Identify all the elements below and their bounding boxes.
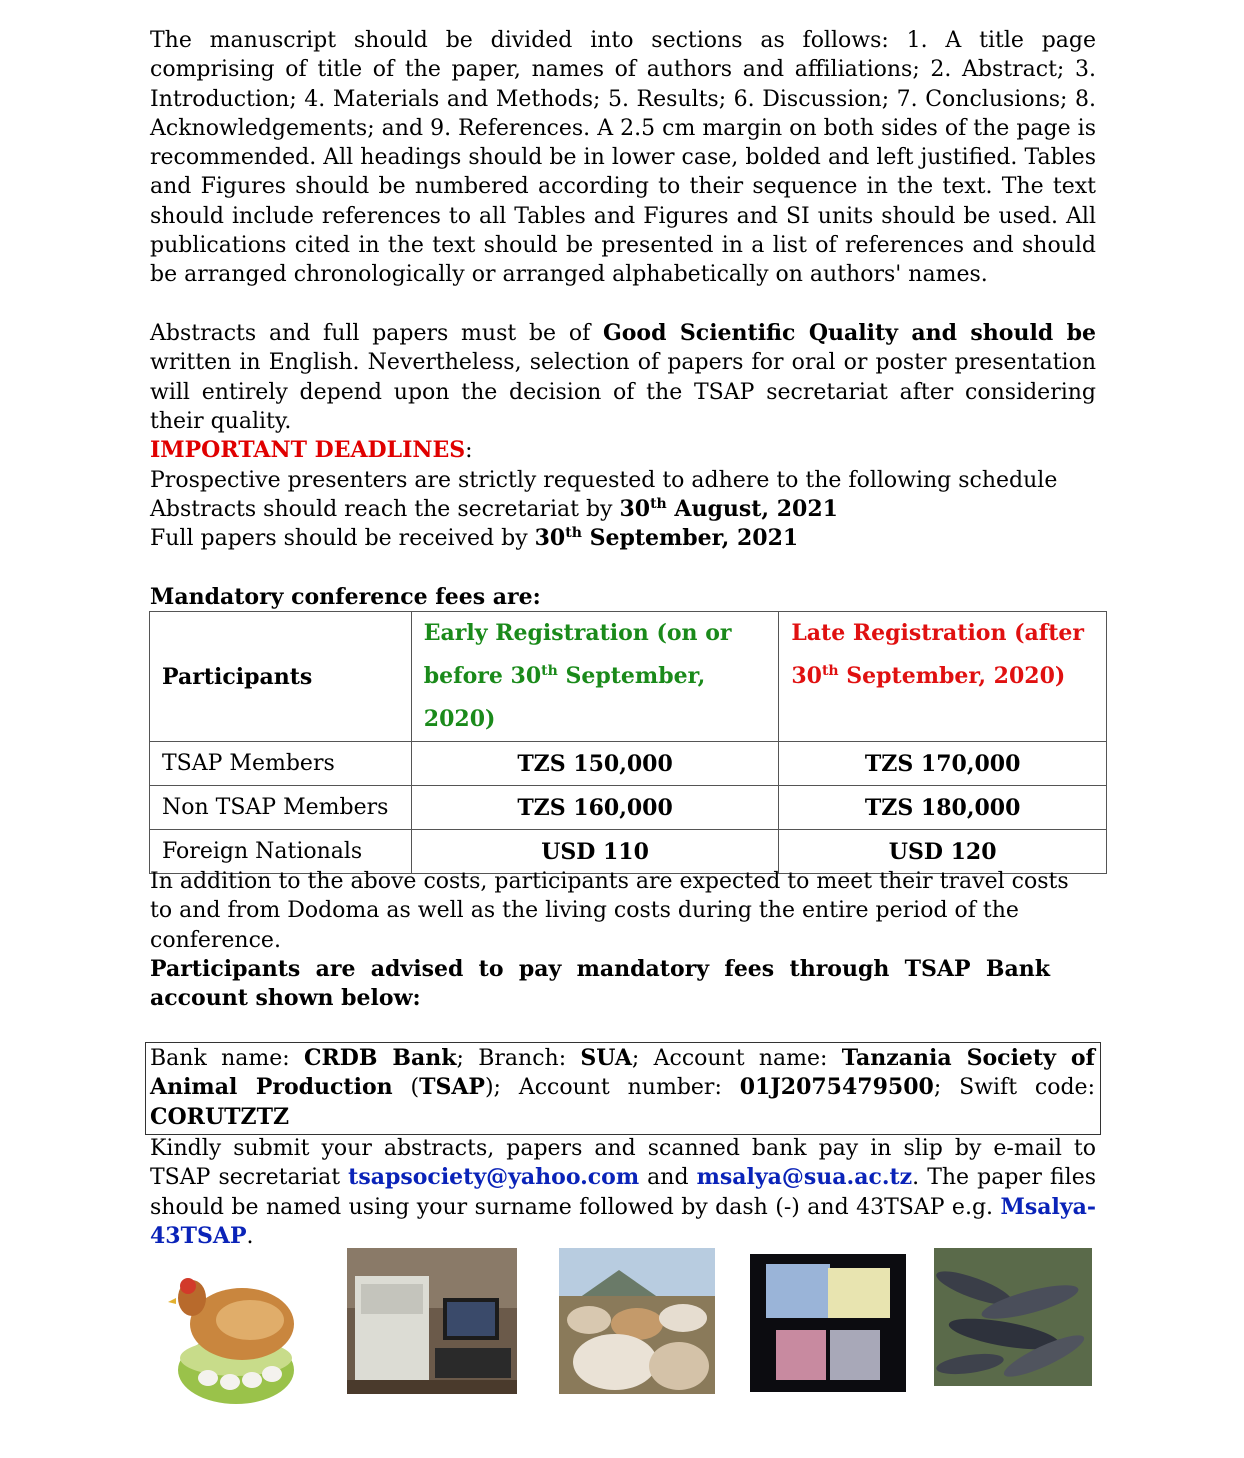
swift-code: CORUTZTZ xyxy=(150,1103,290,1130)
fees-heading: Mandatory conference fees are: xyxy=(150,584,541,610)
header-early-registration: Early Registration (on or before 30th September, 2020) xyxy=(411,612,779,742)
payment-advice: Participants are advised to pay mandatory fees through TSAP Bank account shown below: xyxy=(150,956,1050,1012)
participant-cell: Foreign Nationals xyxy=(150,830,412,874)
cattle-photo xyxy=(559,1248,715,1394)
costs-paragraph: In addition to the above costs, participants are expected to meet their travel costs to and from Dodoma as well as the living costs during the entire period of the conference. xyxy=(150,869,1069,953)
abstract-deadline: Abstracts should reach the secretariat by 30th August, 2021 xyxy=(150,496,838,522)
table-row xyxy=(150,786,1107,830)
bank-branch: SUA xyxy=(580,1045,632,1071)
early-fee-cell: TZS 160,000 xyxy=(411,786,779,830)
table-row xyxy=(150,742,1107,786)
paper-deadline: Full papers should be received by 30th September, 2021 xyxy=(150,525,799,551)
header-participants: Participants xyxy=(150,612,412,742)
deadlines-heading: IMPORTANT DEADLINES: xyxy=(150,437,473,463)
late-fee-cell: USD 120 xyxy=(779,830,1107,874)
submission-paragraph: Kindly submit your abstracts, papers and scanned bank pay in slip by e-mail to TSAP secretariat tsapsociety@yahoo.com and msalya@sua.ac.tz. The paper files should be named using your surname followed by dash (-) and 43TSAP e.g. Msalya-43TSAP. xyxy=(150,1136,1096,1249)
quality-text-b: written in English. Nevertheless, selection of papers for oral or poster presentation will entirely depend upon the decision of the TSAP secretariat after considering their quality. xyxy=(150,350,1096,434)
catfish-photo xyxy=(934,1248,1092,1386)
photo-strip xyxy=(150,1246,1096,1406)
early-fee-cell: TZS 150,000 xyxy=(411,742,779,786)
participant-cell: TSAP Members xyxy=(150,742,412,786)
late-fee-cell: TZS 180,000 xyxy=(779,786,1107,830)
early-fee-cell: USD 110 xyxy=(411,830,779,874)
manuscript-paragraph: The manuscript should be divided into sections as follows: 1. A title page comprising of title of the paper, names of authors and affiliations; 2. Abstract; 3. Introduction; 4. Materials and Methods; 5. Results; 6. Discussion; 7. Conclusions; 8. Acknowledgements; and 9. References. A 2.5 cm margin on both sides of the page is recommended. All headings should be in lower case, bolded and left justified. Tables and Figures should be numbered according to their sequence in the text. The text should include references to all Tables and Figures and SI units should be used. All publications cited in the text should be presented in a list of references and should be arranged chronologically or arranged alphabetically on authors' names. xyxy=(150,28,1096,288)
quality-bold: Good Scientific Quality and should be xyxy=(602,320,1096,346)
quality-paragraph xyxy=(150,319,1096,436)
participant-cell: Non TSAP Members xyxy=(150,786,412,830)
bank-name: CRDB Bank xyxy=(303,1045,457,1071)
fees-table xyxy=(149,611,1107,874)
filename-example: Msalya-43TSAP xyxy=(150,1193,1096,1249)
account-number: 01J2075479500 xyxy=(739,1074,934,1101)
bank-details-box xyxy=(145,1042,1101,1135)
lab-equipment-photo xyxy=(347,1248,517,1394)
fees-header-row xyxy=(150,612,1107,742)
email-link-msalya[interactable]: msalya@sua.ac.tz xyxy=(696,1164,913,1191)
quality-text-a: Abstracts and full papers must be of xyxy=(150,321,603,346)
microplates-photo xyxy=(750,1254,906,1392)
hen-eggs-photo xyxy=(164,1262,314,1416)
account-name: Tanzania Society of Animal Production xyxy=(150,1045,1095,1101)
email-link-tsap[interactable]: tsapsociety@yahoo.com xyxy=(348,1164,640,1191)
deadlines-title: IMPORTANT DEADLINES xyxy=(150,437,466,463)
late-fee-cell: TZS 170,000 xyxy=(779,742,1107,786)
header-late-registration: Late Registration (after 30th September, 2020) xyxy=(779,612,1107,742)
deadlines-intro: Prospective presenters are strictly requested to adhere to the following schedule xyxy=(150,468,1058,493)
bank-details: Bank name: CRDB Bank; Branch: SUA; Account name: Tanzania Society of Animal Production (TSAP); Account number: 01J2075479500; Swift code: CORUTZTZ xyxy=(150,1045,1095,1130)
